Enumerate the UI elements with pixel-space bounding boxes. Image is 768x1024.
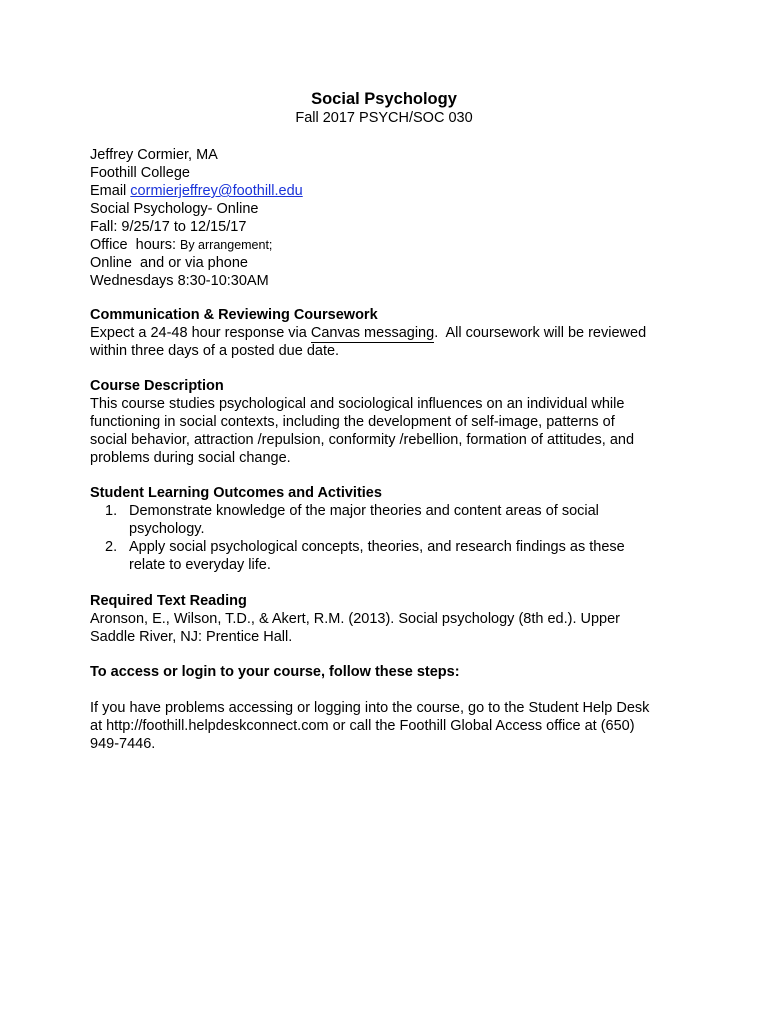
required-reading-heading: Required Text Reading — [90, 593, 247, 609]
outcome-text-line: relate to everyday life. — [129, 557, 271, 573]
email-line — [90, 182, 680, 200]
required-reading-section — [90, 592, 680, 646]
communication-text-before: Expect a 24-48 hour response via — [90, 325, 311, 341]
course-description-line: This course studies psychological and sociological influences on an individual while — [90, 396, 625, 412]
help-desk-line: If you have problems accessing or logging into the course, go to the Student Help Desk — [90, 700, 650, 716]
contact-info — [90, 146, 680, 290]
document-title: Social Psychology — [311, 90, 457, 108]
email-label: Email — [90, 183, 131, 199]
course-description-line: social behavior, attraction /repulsion, conformity /rebellion, formation of attitudes, and — [90, 432, 635, 448]
communication-text-line-1 — [90, 324, 680, 342]
outcome-text-line: Demonstrate knowledge of the major theories and content areas of social — [129, 503, 599, 519]
course-code-subtitle: Fall 2017 PSYCH/SOC 030 — [295, 110, 473, 126]
communication-heading: Communication & Reviewing Coursework — [90, 307, 378, 323]
canvas-messaging-link[interactable]: Canvas messaging — [310, 325, 435, 341]
outcome-item — [90, 502, 690, 538]
help-desk-paragraph — [90, 699, 680, 753]
course-description-line: problems during social change. — [90, 450, 291, 466]
communication-section — [90, 306, 680, 360]
email-link[interactable]: cormierjeffrey@foothill.edu — [130, 183, 303, 199]
instructor-name: Jeffrey Cormier, MA — [90, 147, 218, 163]
office-hours-value: By arrangement; — [180, 238, 273, 252]
access-section — [90, 663, 680, 681]
learning-outcomes-heading: Student Learning Outcomes and Activities — [90, 485, 382, 501]
outcome-item — [90, 538, 690, 574]
office-time: Wednesdays 8:30-10:30AM — [90, 273, 269, 289]
course-description-heading: Course Description — [90, 378, 224, 394]
outcome-number: 1. — [105, 503, 118, 519]
course-description-line: functioning in social contexts, including the development of self-image, patterns of — [90, 414, 615, 430]
outcome-text-line: Apply social psychological concepts, theories, and research findings as these — [129, 539, 625, 555]
communication-text-line-2: within three days of a posted due date. — [90, 343, 340, 359]
reading-citation-line: Saddle River, NJ: Prentice Hall. — [90, 629, 293, 645]
course-name: Social Psychology- Online — [90, 201, 259, 217]
help-desk-line: 949-7446. — [90, 736, 156, 752]
communication-text-after: . All coursework will be reviewed — [434, 325, 647, 341]
reading-citation-line: Aronson, E., Wilson, T.D., & Akert, R.M. (2013). Social psychology (8th ed.). Upper — [90, 611, 621, 627]
help-desk-line: at http://foothill.helpdeskconnect.com or call the Foothill Global Access office at (650) — [90, 718, 635, 734]
term-dates: Fall: 9/25/17 to 12/15/17 — [90, 219, 247, 235]
office-hours-label: Office hours: — [90, 237, 180, 253]
outcome-text-line: psychology. — [129, 521, 205, 537]
learning-outcomes-section — [90, 484, 690, 574]
access-heading: To access or login to your course, follow these steps: — [90, 664, 460, 680]
college-name: Foothill College — [90, 165, 190, 181]
office-hours-line — [90, 236, 680, 254]
outcome-number: 2. — [105, 539, 118, 555]
course-description-section — [90, 377, 680, 467]
office-mode: Online and or via phone — [90, 255, 248, 271]
